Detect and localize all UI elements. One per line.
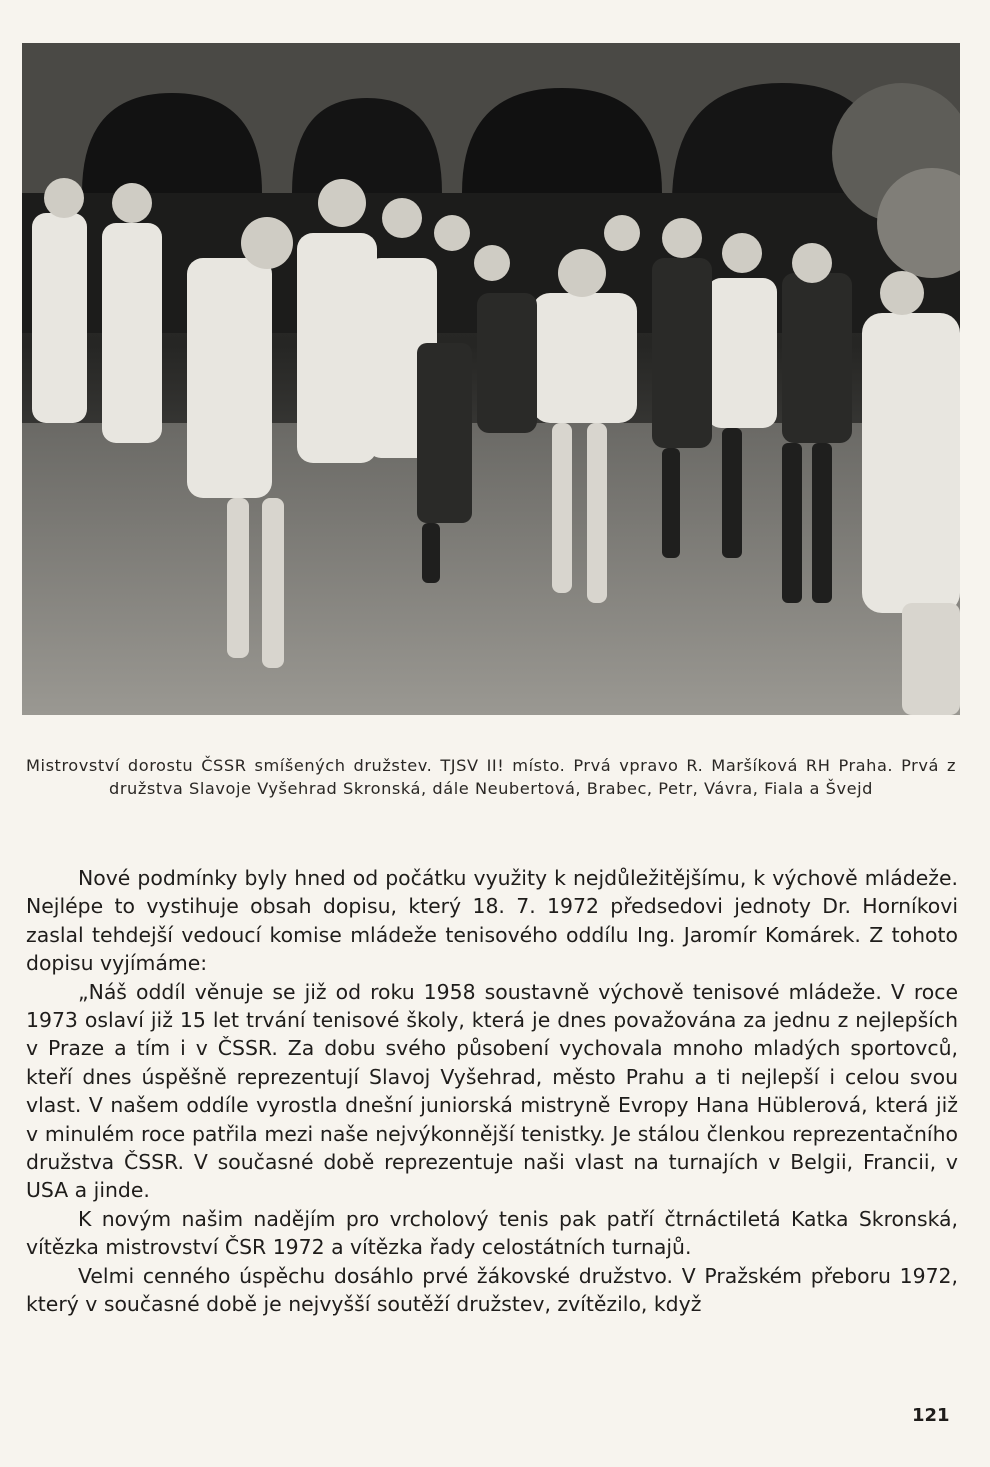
group-photo bbox=[22, 43, 960, 715]
paragraph: Velmi cenného úspěchu dosáhlo prvé žákovské družstvo. V Pražském přeboru 1972, který v současné době je nejvyšší soutěží družstev, zvítězilo, když bbox=[26, 1263, 958, 1317]
group-photo-icon bbox=[22, 43, 960, 715]
paragraph: „Náš oddíl věnuje se již od roku 1958 soustavně výchově tenisové mládeže. V roce 1973 oslaví již 15 let trvání tenisové školy, která je dnes považována za jednu z nejlepších v Praze a tím i v ČSSR. Za dobu svého působení vychovala mnoho mladých sportovců, kteří dnes úspěšně reprezentují Slavoj Vyšehrad, město Prahu a ti nejlepší i celou svou vlast. V našem oddíle vyrostla dnešní juniorská mistryně Evropy Hana Hüblerová, která již v minulém roce patřila mezi naše nejvýkonnější tenistky. Je stálou členkou reprezentačního družstva ČSSR. V současné době reprezentuje naši vlast na turnajích v Belgii, Francii, v USA a jinde. bbox=[26, 979, 958, 1203]
page-number: 121 bbox=[912, 1405, 950, 1426]
paragraph: K novým našim nadějím pro vrcholový tenis pak patří čtrnáctiletá Katka Skronská, vítězka mistrovství ČSR 1972 a vítězka řady celostátních turnajů. bbox=[26, 1206, 958, 1260]
photo-caption: Mistrovství dorostu ČSSR smíšených družstev. TJSV II! místo. Prvá vpravo R. Maršíková RH Praha. Prvá z družstva Slavoje Vyšehrad Skronská, dále Neubertová, Brabec, Petr, Vávra, Fiala a Švejd bbox=[26, 756, 956, 798]
paragraph: Nové podmínky byly hned od počátku využity k nejdůležitějšímu, k výchově mládeže. Nejlépe to vystihuje obsah dopisu, který 18. 7. 1972 předsedovi jednoty Dr. Horníkovi zaslal tehdejší vedoucí komise mládeže tenisového oddílu Ing. Jaromír Komárek. Z tohoto dopisu vyjímáme: bbox=[26, 866, 958, 976]
article-body bbox=[26, 864, 958, 1319]
